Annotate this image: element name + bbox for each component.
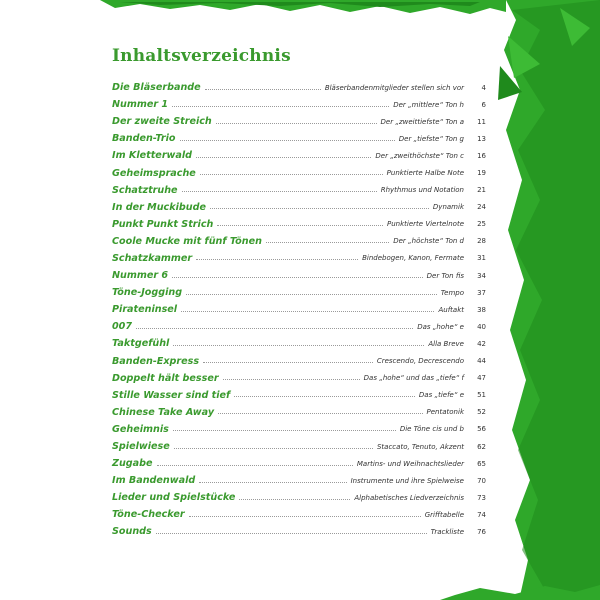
chapter-title: Doppelt hält besser [112, 372, 219, 384]
dot-leader [157, 465, 353, 466]
toc-entry[interactable] [112, 233, 486, 250]
toc-entry[interactable] [112, 506, 486, 523]
chapter-description: Martins- und Weihnachtslieder [356, 459, 464, 468]
dot-leader [234, 396, 415, 397]
chapter-description: Tempo [440, 288, 464, 297]
chapter-title: Nummer 1 [112, 99, 169, 111]
page-number: 40 [477, 322, 486, 331]
chapter-title: Töne-Jogging [112, 287, 183, 299]
dot-leader [136, 328, 413, 329]
page-number: 16 [477, 151, 486, 160]
toc-entry[interactable] [112, 147, 486, 164]
chapter-description: Punktierte Viertelnote [387, 220, 464, 229]
chapter-title: Töne-Checker [112, 509, 185, 521]
dot-leader [172, 106, 389, 107]
dot-leader [210, 208, 429, 209]
dot-leader [223, 379, 360, 380]
dot-leader [182, 191, 377, 192]
toc-entry[interactable] [112, 216, 486, 233]
page-number: 47 [477, 374, 486, 383]
chapter-title: Banden-Express [112, 355, 200, 367]
dot-leader [186, 294, 437, 295]
toc-entry[interactable] [112, 130, 486, 147]
chapter-description: Der „zweithöchste“ Ton c [375, 151, 464, 160]
toc-entry[interactable] [112, 421, 486, 438]
chapter-description: Alla Breve [428, 339, 464, 348]
chapter-title: Schatzkammer [112, 252, 193, 264]
chapter-description: Instrumente und ihre Spielweise [350, 476, 464, 485]
chapter-description: Bindebogen, Kanon, Fermate [362, 254, 464, 263]
chapter-description: Das „hohe“ e [417, 322, 464, 331]
toc-entry[interactable] [112, 250, 486, 267]
dot-leader [196, 157, 371, 158]
page-number: 76 [477, 527, 486, 536]
dot-leader [156, 533, 427, 534]
page-number: 19 [477, 169, 486, 178]
page-number: 38 [477, 305, 486, 314]
chapter-title: Sounds [112, 526, 152, 538]
chapter-title: Lieder und Spielstücke [112, 492, 236, 504]
page-title: Inhaltsverzeichnis [112, 46, 291, 66]
dot-leader [172, 277, 423, 278]
chapter-title: Im Kletterwald [112, 150, 193, 162]
toc-entry[interactable] [112, 438, 486, 455]
page-number: 11 [477, 117, 486, 126]
page-number: 28 [477, 237, 486, 246]
chapter-description: Crescendo, Decrescendo [376, 357, 464, 366]
chapter-description: Pentatonik [426, 408, 464, 417]
toc-entry[interactable] [112, 267, 486, 284]
chapter-title: Taktgefühl [112, 338, 170, 350]
dot-leader [218, 413, 422, 414]
dot-leader [199, 482, 346, 483]
page-number: 42 [477, 339, 486, 348]
toc-entry[interactable] [112, 318, 486, 335]
dot-leader [181, 311, 434, 312]
page-number: 37 [477, 288, 486, 297]
page-number: 73 [477, 493, 486, 502]
page-number: 70 [477, 476, 486, 485]
chapter-description: Der „mittlere“ Ton h [393, 100, 464, 109]
chapter-description: Die Töne cis und b [399, 425, 464, 434]
chapter-title: 007 [112, 321, 133, 333]
chapter-description: Alphabetisches Liedverzeichnis [354, 493, 464, 502]
dot-leader [203, 362, 373, 363]
chapter-title: Schatztruhe [112, 184, 178, 196]
dot-leader [173, 430, 396, 431]
chapter-description: Der „tiefste“ Ton g [398, 134, 464, 143]
toc-entry[interactable] [112, 353, 486, 370]
chapter-title: Geheimnis [112, 423, 169, 435]
page-number: 44 [477, 357, 486, 366]
chapter-description: Der „zweittiefste“ Ton a [380, 117, 464, 126]
page-number: 52 [477, 408, 486, 417]
page-number: 6 [481, 100, 486, 109]
chapter-description: Grifftabelle [424, 510, 464, 519]
chapter-title: In der Muckibude [112, 201, 206, 213]
chapter-title: Die Bläserbande [112, 82, 201, 94]
toc-entry[interactable] [112, 404, 486, 421]
toc-entry[interactable] [112, 79, 486, 96]
dot-leader [174, 448, 373, 449]
dot-leader [173, 345, 424, 346]
toc-entry[interactable] [112, 113, 486, 130]
dot-leader [180, 140, 395, 141]
chapter-description: Dynamik [432, 203, 464, 212]
dot-leader [189, 516, 421, 517]
page-number: 21 [477, 186, 486, 195]
toc-entry[interactable] [112, 489, 486, 506]
page-number: 4 [481, 83, 486, 92]
dot-leader [216, 123, 377, 124]
chapter-description: Das „tiefe“ e [418, 391, 464, 400]
page-number: 51 [477, 391, 486, 400]
dot-leader [266, 242, 389, 243]
chapter-description: Rhythmus und Notation [380, 186, 464, 195]
chapter-description: Trackliste [430, 527, 464, 536]
toc-entry[interactable] [112, 523, 486, 540]
dot-leader [239, 499, 350, 500]
page-number: 31 [477, 254, 486, 263]
page-number: 13 [477, 134, 486, 143]
page-number: 24 [477, 203, 486, 212]
page-number: 25 [477, 220, 486, 229]
toc-entry[interactable] [112, 164, 486, 181]
chapter-description: Bläserbandenmitglieder stellen sich vor [324, 83, 464, 92]
toc-entry[interactable] [112, 199, 486, 216]
chapter-title: Punkt Punkt Strich [112, 218, 214, 230]
chapter-description: Der „höchste“ Ton d [393, 237, 464, 246]
page-number: 34 [477, 271, 486, 280]
toc-entry[interactable] [112, 370, 486, 387]
chapter-title: Stille Wasser sind tief [112, 389, 231, 401]
toc-entry[interactable] [112, 301, 486, 318]
chapter-title: Banden-Trio [112, 133, 176, 145]
table-of-contents [112, 79, 486, 541]
page-number: 62 [477, 442, 486, 451]
chapter-title: Nummer 6 [112, 270, 169, 282]
chapter-title: Der zweite Streich [112, 116, 212, 128]
chapter-description: Das „hohe“ und das „tiefe“ f [363, 374, 464, 383]
chapter-title: Im Bandenwald [112, 475, 196, 487]
dot-leader [200, 174, 383, 175]
dot-leader [196, 259, 358, 260]
dot-leader [217, 225, 383, 226]
chapter-title: Pirateninsel [112, 304, 178, 316]
chapter-title: Geheimsprache [112, 167, 196, 179]
chapter-title: Coole Mucke mit fünf Tönen [112, 235, 262, 247]
page-number: 65 [477, 459, 486, 468]
toc-entry[interactable] [112, 472, 486, 489]
toc-entry[interactable] [112, 96, 486, 113]
chapter-description: Staccato, Tenuto, Akzent [376, 442, 464, 451]
chapter-title: Zugabe [112, 458, 153, 470]
chapter-description: Auftakt [438, 305, 464, 314]
chapter-description: Der Ton fis [426, 271, 464, 280]
chapter-title: Chinese Take Away [112, 406, 215, 418]
toc-entry[interactable] [112, 284, 486, 301]
toc-entry[interactable] [112, 387, 486, 404]
toc-entry[interactable] [112, 455, 486, 472]
toc-entry[interactable] [112, 182, 486, 199]
chapter-title: Spielwiese [112, 441, 170, 453]
page-number: 56 [477, 425, 486, 434]
chapter-description: Punktierte Halbe Note [386, 169, 464, 178]
page-number: 74 [477, 510, 486, 519]
dot-leader [205, 89, 321, 90]
toc-entry[interactable] [112, 335, 486, 352]
